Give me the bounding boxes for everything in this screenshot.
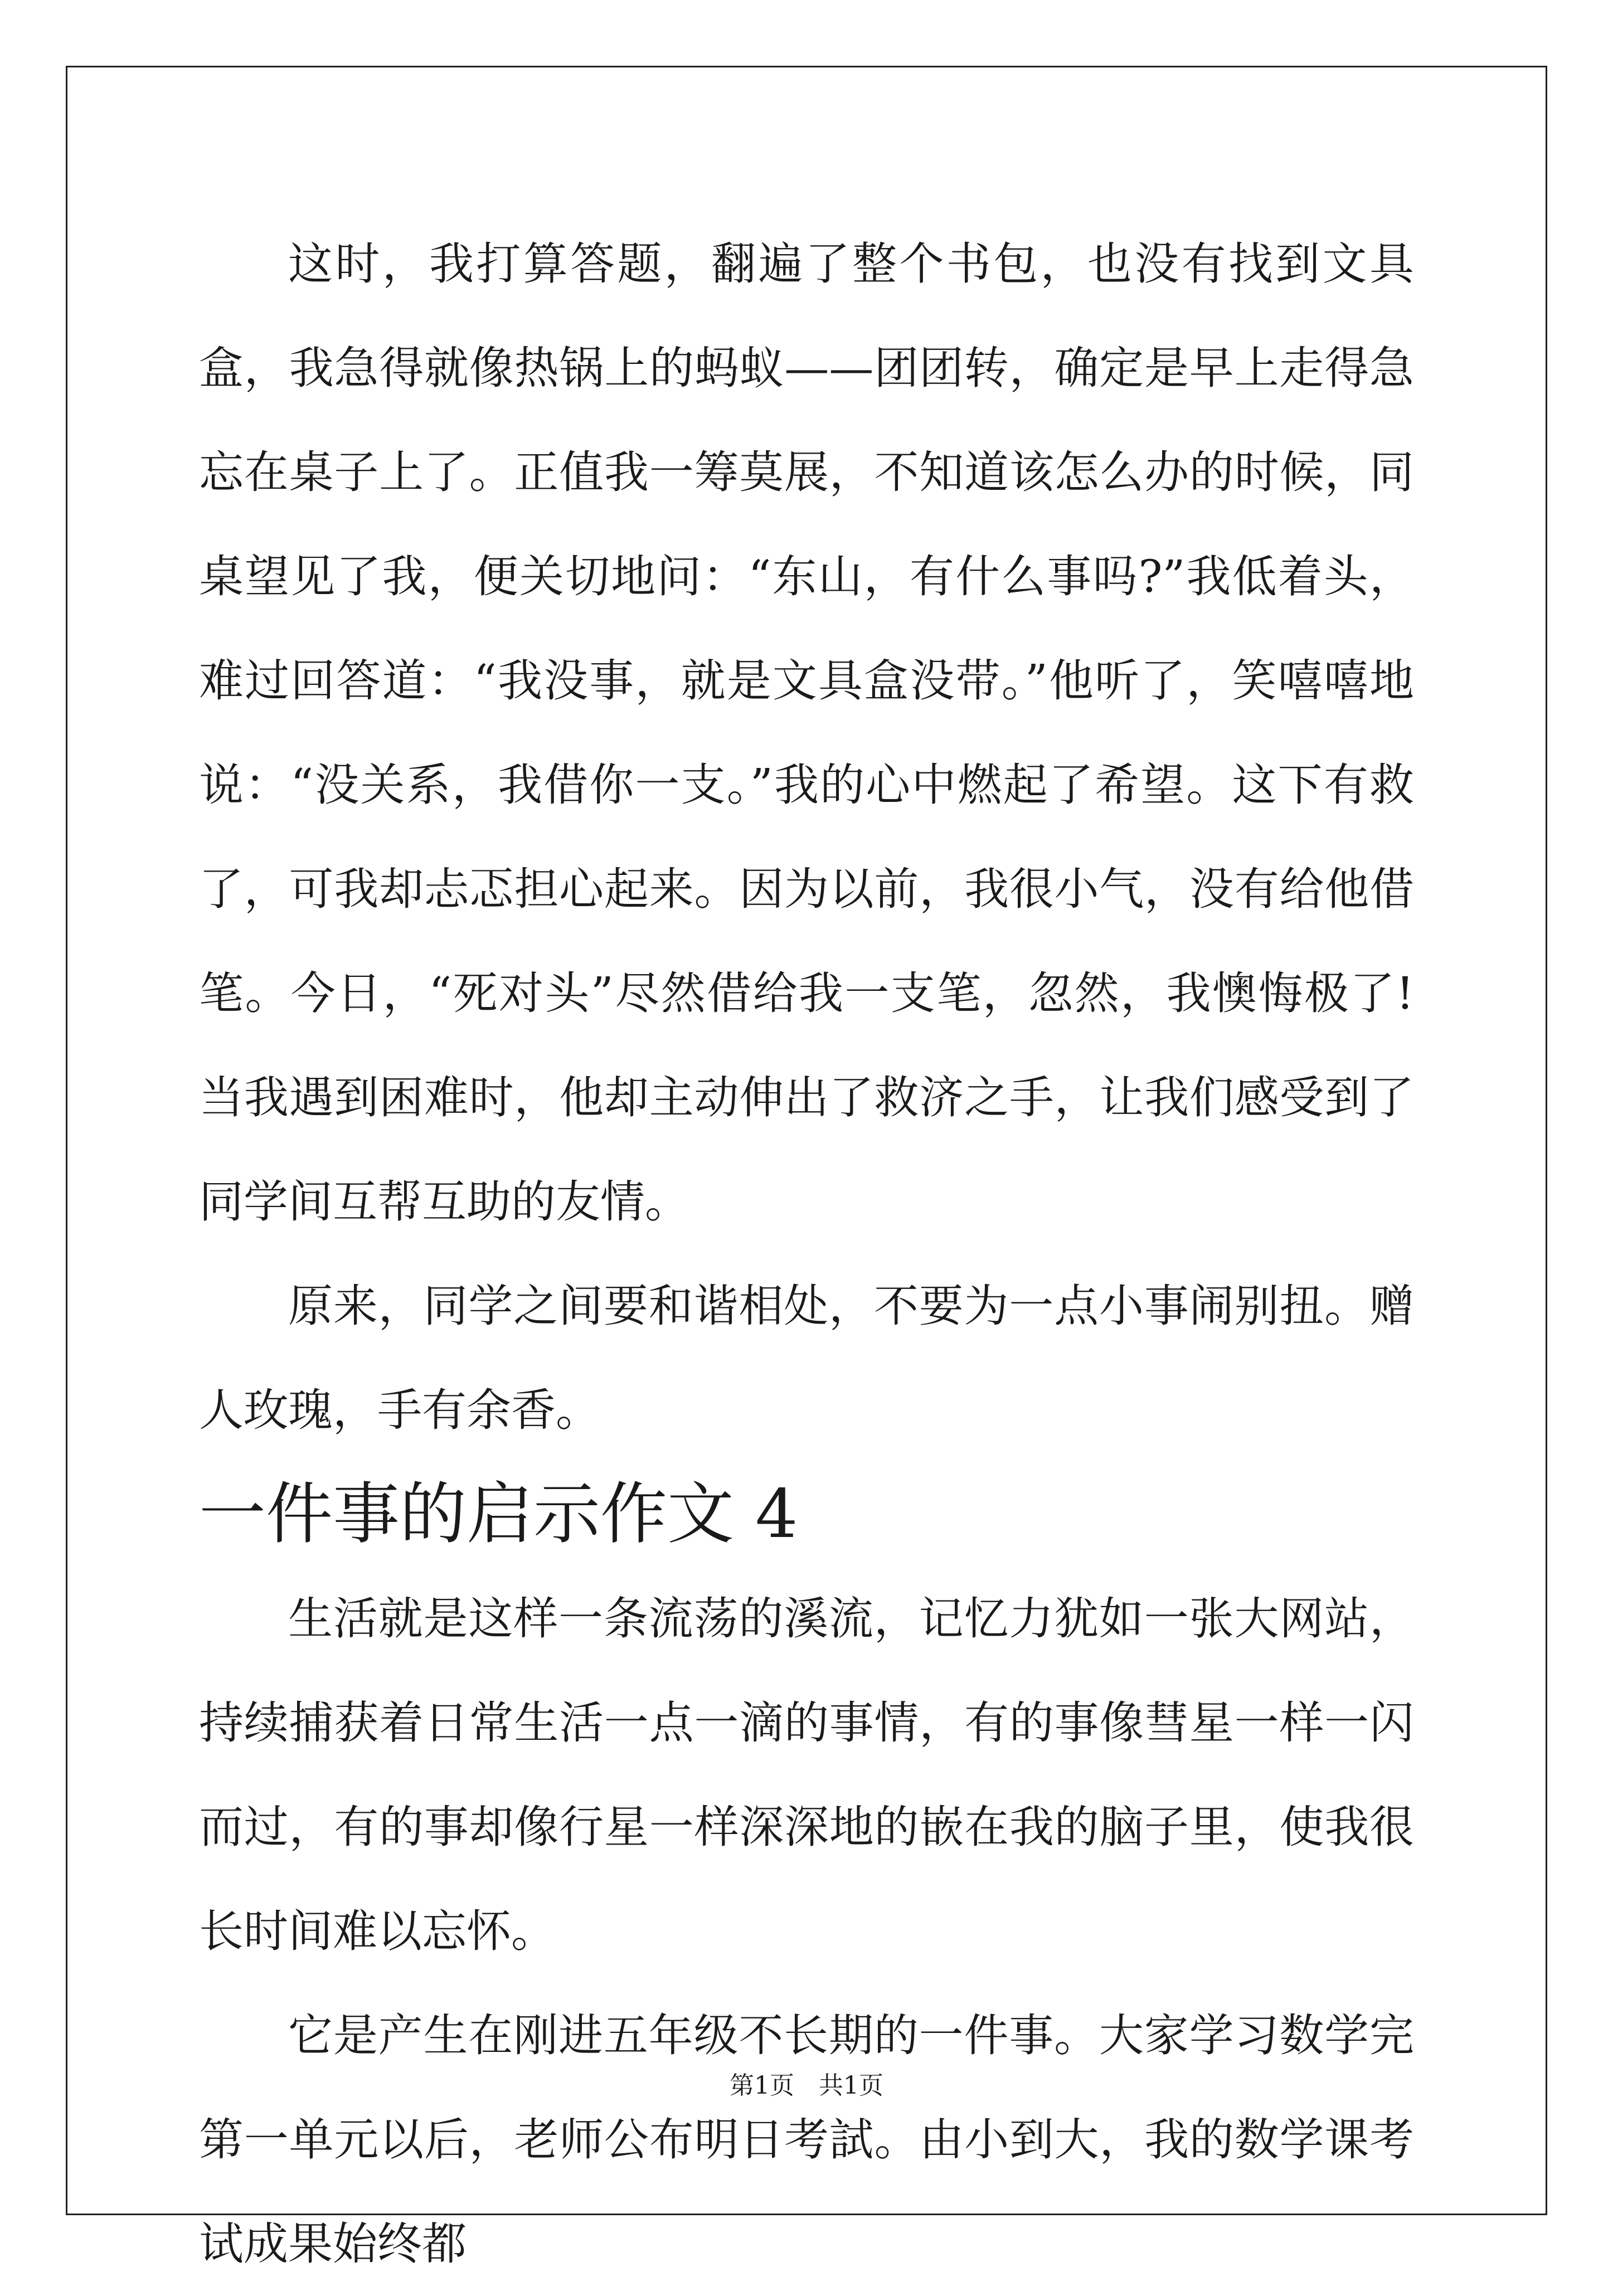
page-number: 第1页 [730,2071,794,2100]
document-body [199,212,1414,2296]
page-footer [0,2065,1613,2101]
paragraph: 生活就是这样一条流荡的溪流，记忆力犹如一张大网站，持续捕获着日常生活一点一滴的事情，有的事像彗星一样一闪而过，有的事却像行星一样深深地的嵌在我的脑子里，使我很长时间难以忘怀。 [199,1593,1414,1957]
paragraph: 原来，同学之间要和谐相处，不要为一点小事闹别扭。赠人玫瑰，手有余香。 [199,1280,1414,1436]
paragraph: 它是产生在刚进五年级不长期的一件事。大家学习数学完第一单元以后，老师公布明日考試。由小到大，我的数学课考试成果始终都 [199,2010,1414,2270]
page-total: 共1页 [819,2071,883,2100]
paragraph: 这时，我打算答题，翻遍了整个书包，也没有找到文具盒，我急得就像热锅上的蚂蚁——团团转，确定是早上走得急忘在桌子上了。正值我一筹莫展，不知道该怎么办的时候，同桌望见了我，便关切地问：“东山，有什么事吗?”我低着头，难过回答道：“我没事，就是文具盒没带。”他听了，笑嘻嘻地说：“没关系，我借你一支。”我的心中燃起了希望。这下有救了，可我却忐忑担心起来。因为以前，我很小气，没有给他借笔。今日，“死对头”尽然借给我一支笔，忽然，我懊悔极了!当我遇到困难时，他却主动伸出了救济之手，让我们感受到了同学间互帮互助的友情。 [199,238,1414,1228]
section-heading: 一件事的启示作文 4 [199,1476,798,1553]
